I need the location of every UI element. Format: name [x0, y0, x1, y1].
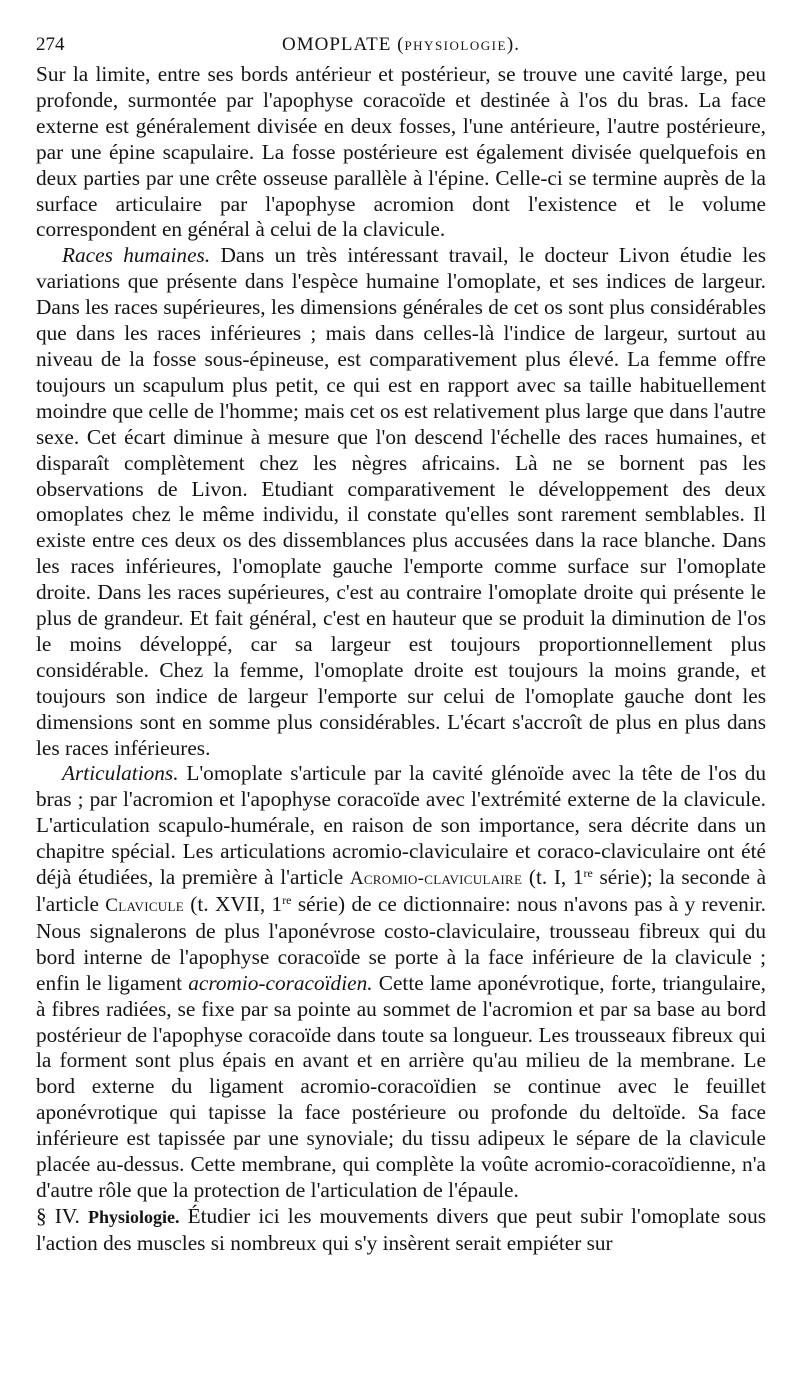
article-reference: Acromio-claviculaire [349, 868, 523, 890]
section-number: § IV. [36, 1203, 80, 1228]
body-text [36, 62, 766, 1257]
paragraph-heading: Races humaines. [62, 243, 211, 268]
paragraph-text: Cette lame aponévrotique, forte, triangulaire, à fibres radiées, se fixe par sa pointe au sommet de l'acromion et par sa base au bord postérieur de l'apophyse coracoïde dans toute sa longueur. Les trousseaux fibreux qui la forment sont plus épais en avant et en arrière qu'au milieu de la membrane. Le bord externe du ligament acromio-coracoïdien se continue avec le feuillet aponévrotique qui tapisse la face postérieure ou profonde du deltoïde. Sa face inférieure est tapissée par une synoviale; du tissu adipeux le sépare de la clavicule placée au-dessus. Cette membrane, qui complète la voûte acromio-coracoïdienne, n'a d'autre rôle que la protection de l'articulation de l'épaule. [36, 970, 766, 1202]
article-reference: Clavicule [105, 895, 184, 916]
running-head [36, 30, 766, 62]
paragraph-text: (t. I, 1 [522, 865, 584, 890]
paragraph-articulations [36, 761, 766, 1203]
section-physiologie [36, 1204, 766, 1257]
section-text: Étudier ici les mouvements divers que peut subir l'omoplate sous l'action des muscles si nombreux qui s'y insèrent serait empiéter sur [36, 1203, 767, 1255]
paragraph-text: série); la seconde à l'article [36, 865, 767, 916]
running-title-sub: (PHYSIOLOGIE). [397, 34, 520, 55]
paragraph-heading: Articulations. [62, 761, 179, 786]
paragraph-races-humaines [36, 243, 766, 761]
running-title-main: OMOPLATE [282, 34, 392, 55]
paragraph-1: Sur la limite, entre ses bords antérieur et postérieur, se trouve une cavité large, peu profonde, surmontée par l'apophyse coracoïde et destinée à l'os du bras. La face externe est généralement divisée en deux fosses, l'une antérieure, l'autre postérieure, par une épine scapulaire. La fosse postérieure est également divisée quelquefois en deux parties par une crête osseuse parallèle à l'épine. Celle-ci se termine auprès de la surface articulaire par l'apophyse acromion dont l'existence et le volume correspondent en général à celui de la clavicule. [36, 62, 766, 242]
superscript: re [583, 866, 593, 881]
running-title [36, 34, 766, 56]
italic-term: acromio-coracoïdien. [188, 970, 373, 995]
paragraph-text: L'omoplate s'articule par la cavité glénoïde avec la tête de l'os du bras ; par l'acromion et l'apophyse coracoïde avec l'extrémité externe de la clavicule. L'articulation scapulo-humérale, en raison de son importance, sera décrite dans un chapitre spécial. Les articulations acromio-claviculaire et coraco-claviculaire ont été déjà étudiées, la première à l'article [36, 761, 766, 890]
page-number: 274 [36, 34, 65, 55]
superscript: re [282, 893, 292, 907]
paragraph-text: Dans un très intéressant travail, le docteur Livon étudie les variations que présente dans l'espèce humaine l'omoplate, et ses indices de largeur. Dans les races supérieures, les dimensions générales de cet os sont plus considérables que dans les races inférieures ; mais dans celles-là l'indice de largeur, surtout au niveau de la fosse sous-épineuse, est comparativement plus élevé. La femme offre toujours un scapulum plus petit, ce qui est en rapport avec sa taille habituellement moindre que celle de l'homme; mais cet os est relativement plus large que dans l'autre sexe. Cet écart diminue à mesure que l'on descend l'échelle des races humaines, et disparaît complètement chez les nègres africains. Là ne se bornent pas les observations de Livon. Etudiant comparativement le développement des deux omoplates chez le même individu, il constate qu'elles sont rarement semblables. Il existe entre ces deux os des dissemblances plus accusées dans la race blanche. Dans les races inférieures, l'omoplate gauche l'emporte comme surface sur l'omoplate droite. Dans les races supérieures, c'est au contraire l'omoplate droite qui présente le plus de grandeur. Et fait général, c'est en hauteur que se produit la diminution de l'os le moins développé, car sa largeur est toujours proportionnellement plus considérable. Chez la femme, l'omoplate droite est toujours la moins grande, et toujours son indice de largeur l'emporte sur celui de l'omoplate gauche dont les dimensions sont en somme plus considérables. L'écart s'accroît de plus en plus dans les races inférieures. [36, 243, 766, 760]
paragraph-text: série) de ce dictionnaire: nous n'avons pas à y revenir. Nous signalerons de plus l'aponévrose costo-claviculaire, trousseau fibreux qui du bord interne de l'apophyse coracoïde se porte à la face inférieure de la clavicule ; enfin le ligament [36, 892, 766, 995]
section-title: Physiologie. [87, 1206, 180, 1227]
paragraph-text: (t. XVII, 1 [183, 892, 283, 916]
